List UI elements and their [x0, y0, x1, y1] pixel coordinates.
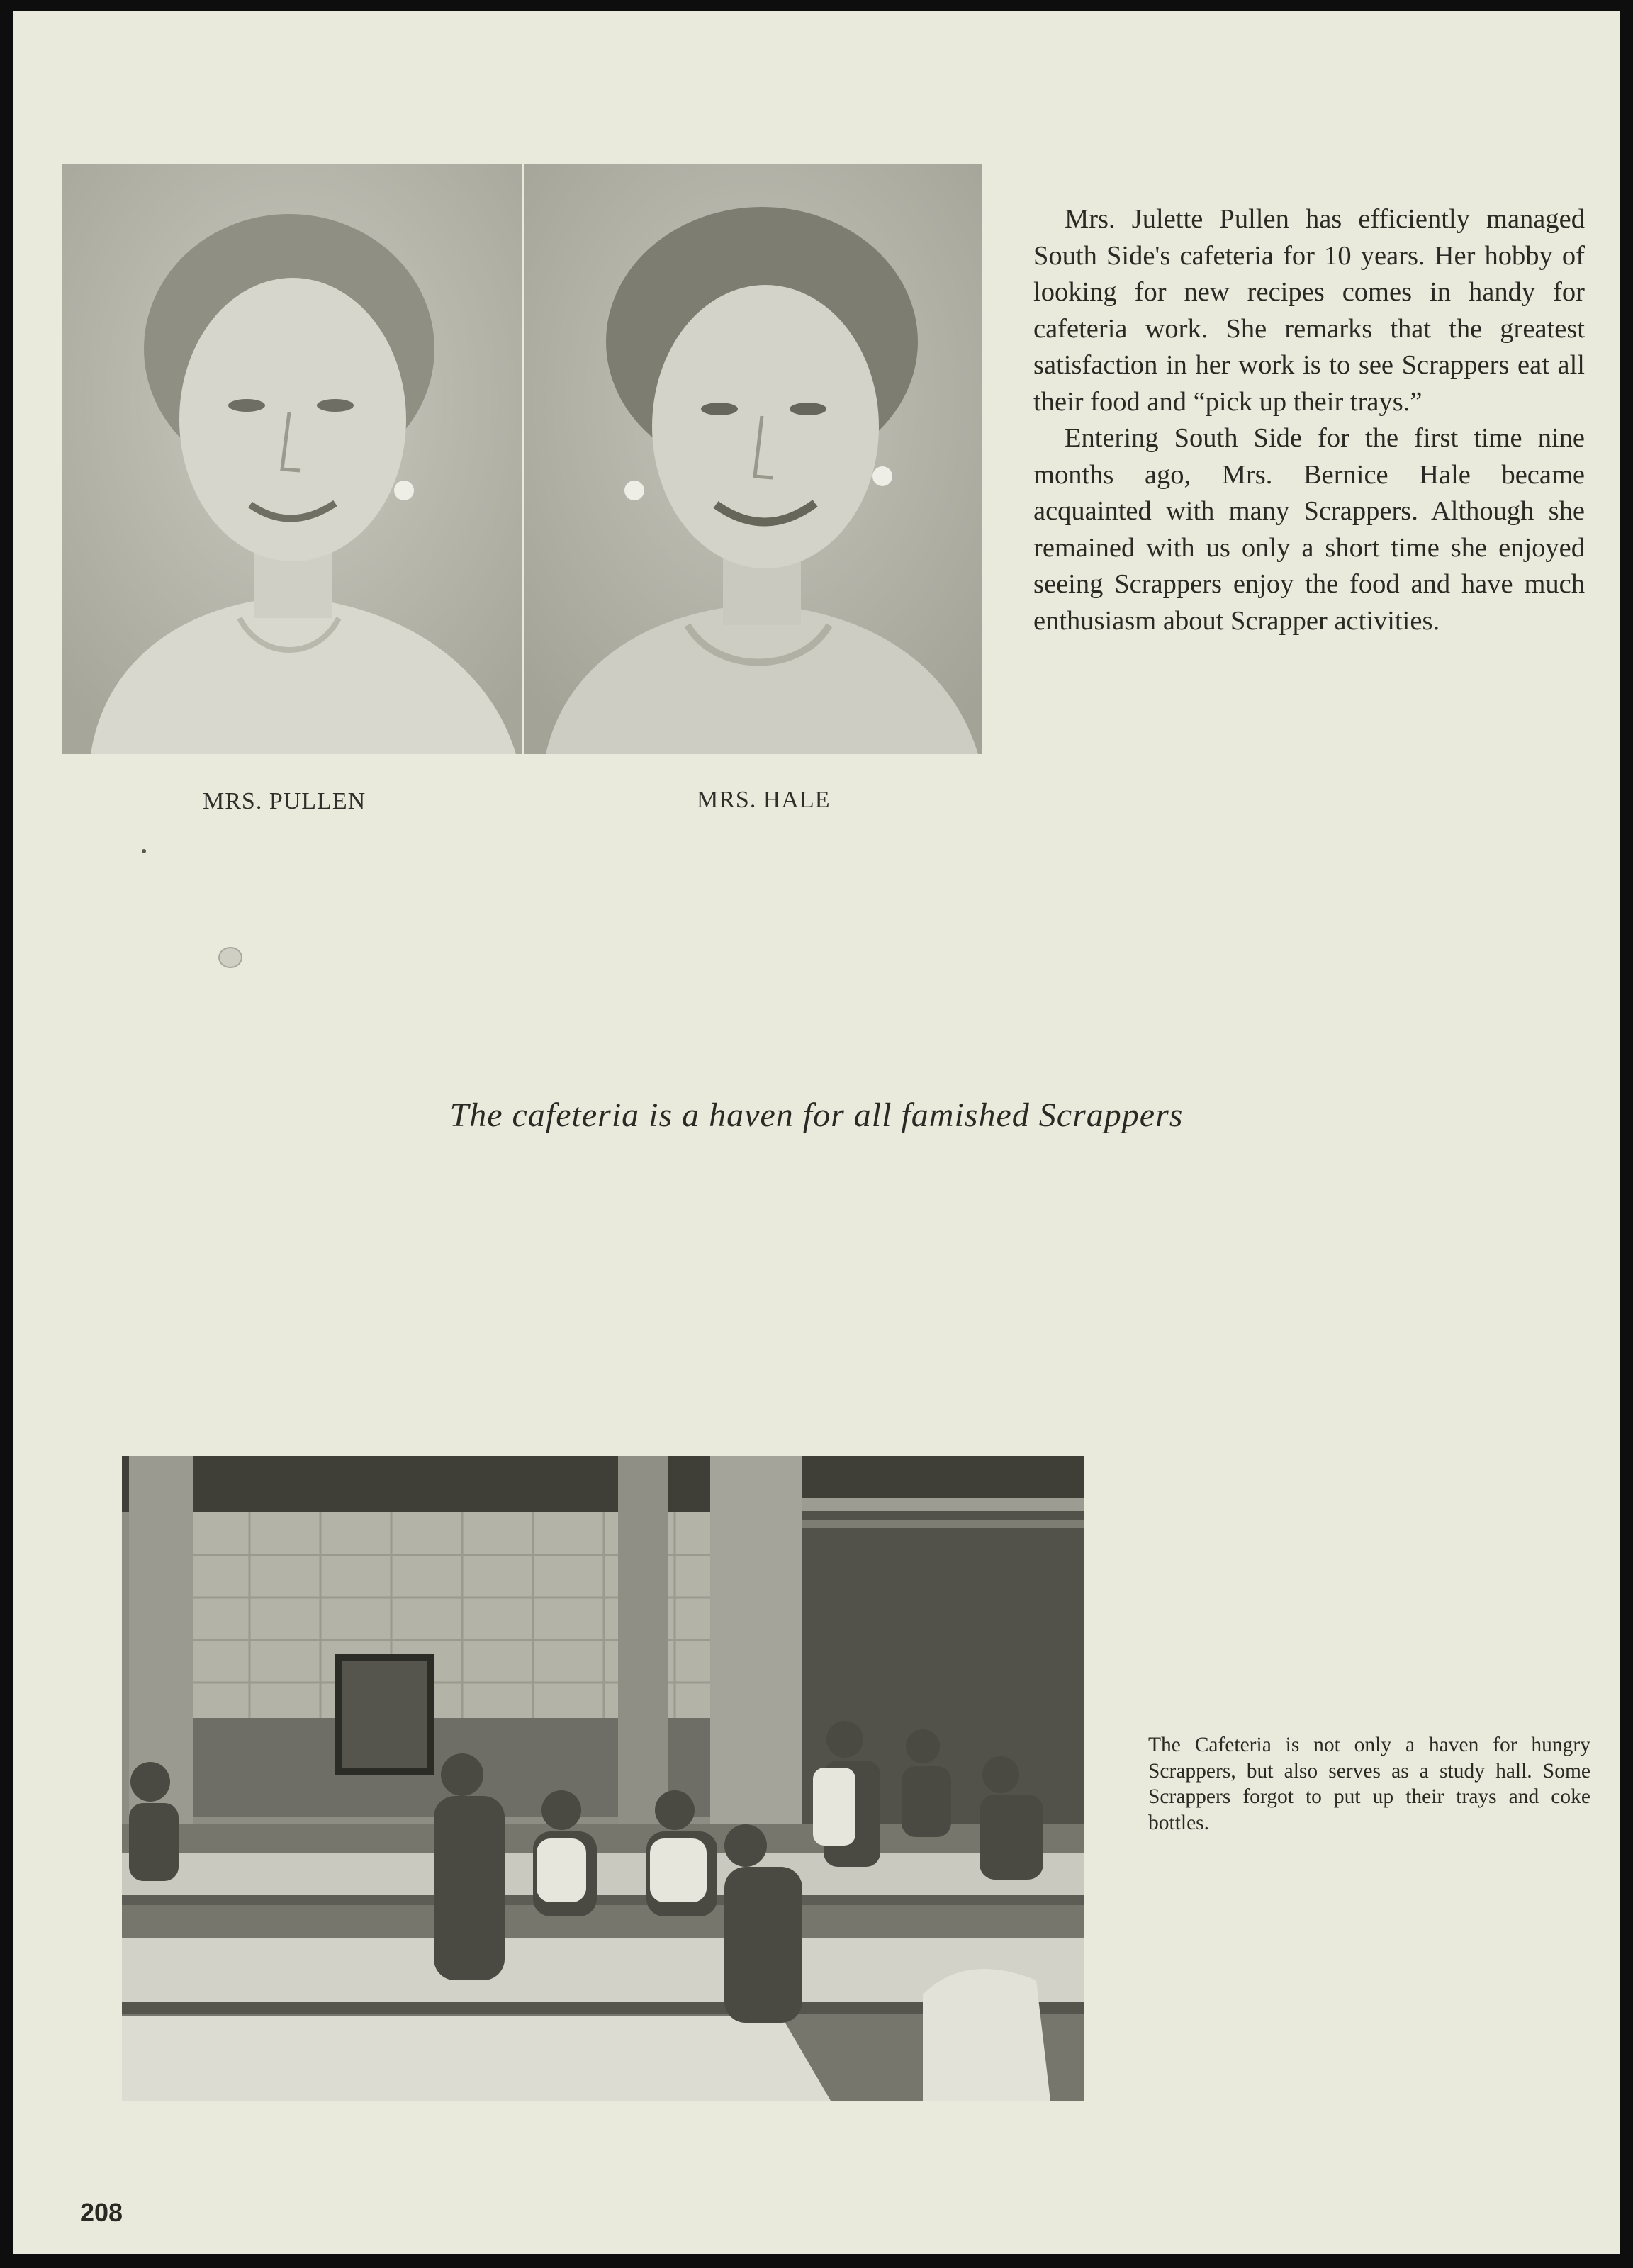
cafeteria-photo	[122, 1456, 1084, 2101]
portrait-caption-hale: MRS. HALE	[697, 787, 831, 813]
bio-paragraph-pullen: Mrs. Julette Pullen has efficiently managed South Side's cafeteria for 10 years. Her hobby of looking for new recipes comes in handy for cafeteria work. She remarks that the greatest satisfaction in her work is to see Scrappers eat all their food and “pick up their trays.”	[1033, 204, 1585, 417]
yearbook-page	[13, 11, 1620, 2254]
cafeteria-photo-caption: The Cafeteria is not only a haven for hungry Scrappers, but also serves as a study hall. Some Scrappers forgot to put up their trays and coke bottles.	[1148, 1734, 1590, 1834]
scan-speck	[218, 947, 242, 968]
scan-speck	[142, 849, 146, 853]
bio-paragraph-hale: Entering South Side for the first time nine months ago, Mrs. Bernice Hale became acquainted with many Scrappers. Although she remained with us only a short time she enjoyed seeing Scrappers enjoy the food and have much enthusiasm about Scrapper activities.	[1033, 423, 1585, 636]
staff-bio	[1033, 201, 1585, 639]
page-headline: The cafeteria is a haven for all famished Scrappers	[449, 1096, 1184, 1134]
portrait-caption-pullen: MRS. PULLEN	[203, 788, 366, 814]
page-number: 208	[80, 2198, 123, 2227]
portrait-photo-pullen	[62, 164, 522, 754]
portrait-photo-hale	[524, 164, 982, 754]
